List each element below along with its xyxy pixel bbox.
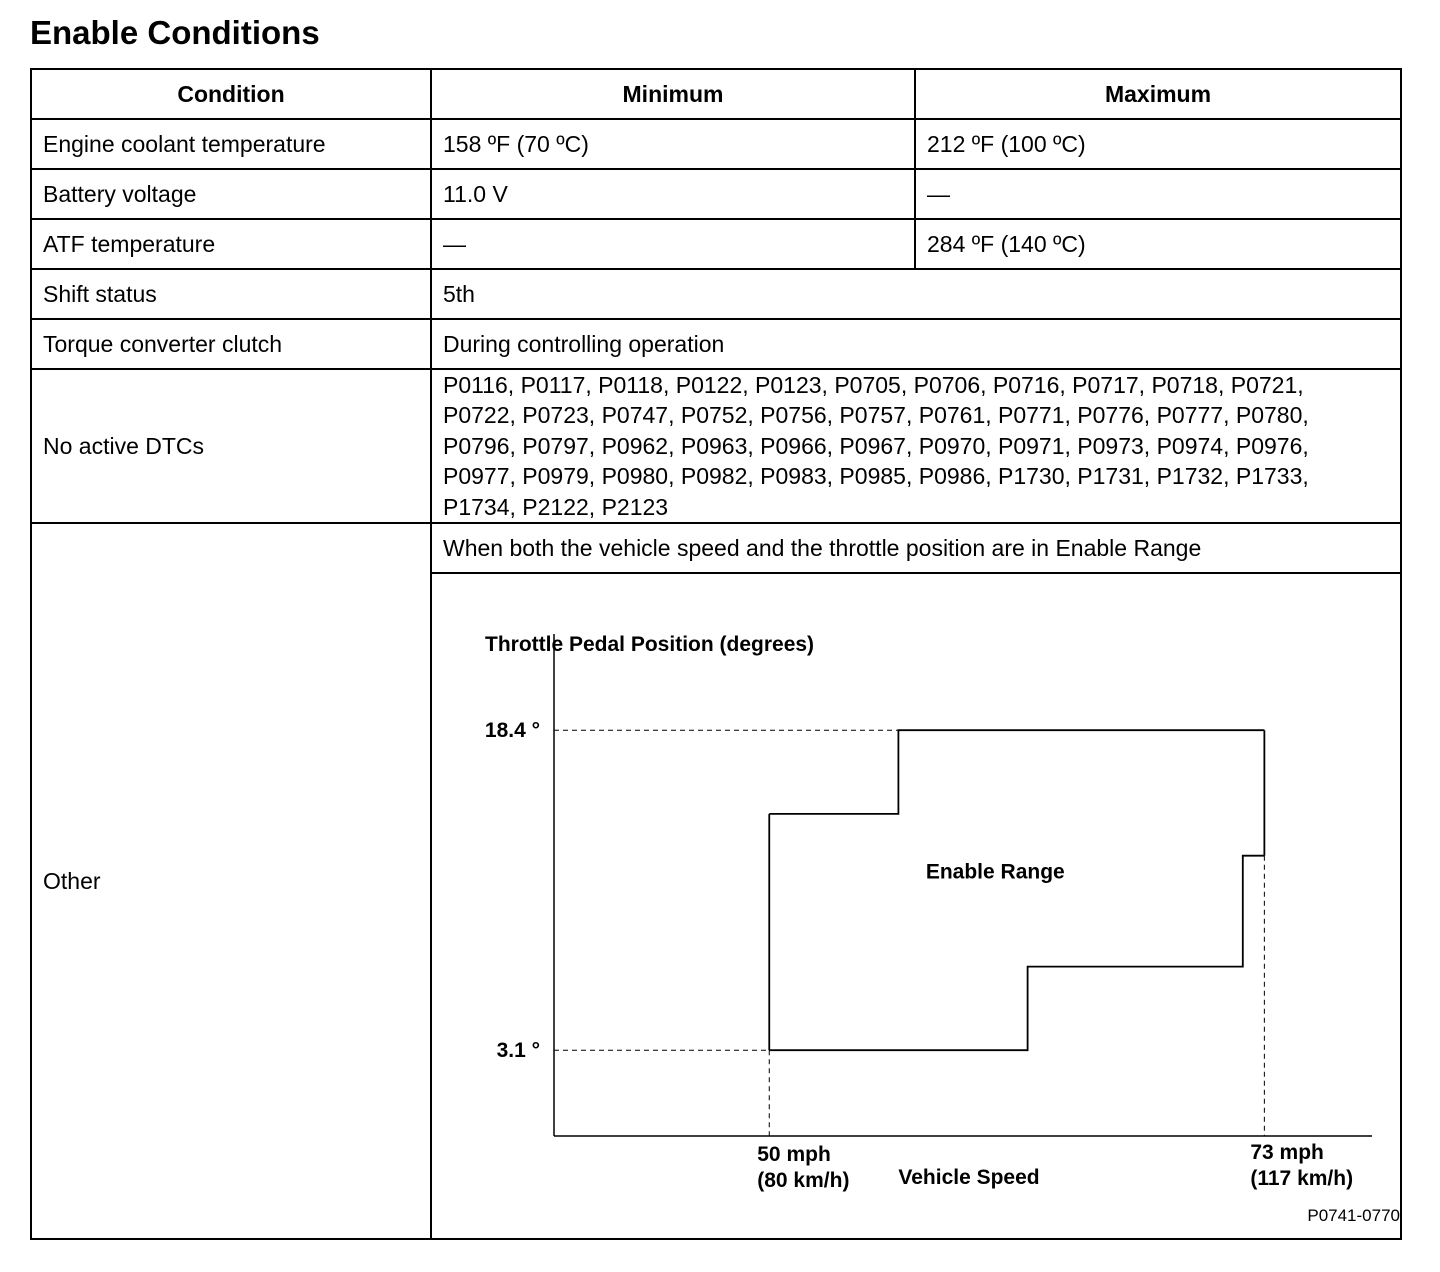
condition-cell: Engine coolant temperature bbox=[31, 119, 431, 169]
maximum-cell: 284 ºF (140 ºC) bbox=[915, 219, 1401, 269]
condition-cell: Battery voltage bbox=[31, 169, 431, 219]
table-row bbox=[31, 523, 1401, 573]
value-cell: During controlling operation bbox=[431, 319, 1401, 369]
minimum-cell: 11.0 V bbox=[431, 169, 915, 219]
value-cell: When both the vehicle speed and the throttle position are in Enable Range bbox=[431, 523, 1401, 573]
x-tick-label-73mph: 73 mph bbox=[1250, 1141, 1324, 1165]
table-row bbox=[31, 169, 1401, 219]
enable-range-upper-boundary bbox=[769, 730, 1264, 814]
dtc-line: P0796, P0797, P0962, P0963, P0966, P0967, P0970, P0971, P0973, P0974, P0976, bbox=[443, 432, 1309, 459]
table-row bbox=[31, 219, 1401, 269]
y-tick-label-low: 3.1 ° bbox=[496, 1039, 540, 1063]
dtc-list-cell bbox=[431, 369, 1401, 523]
table-row bbox=[31, 119, 1401, 169]
maximum-cell: — bbox=[915, 169, 1401, 219]
chart-title: Throttle Pedal Position (degrees) bbox=[485, 633, 815, 657]
condition-cell: Torque converter clutch bbox=[31, 319, 431, 369]
table-row bbox=[31, 369, 1401, 523]
condition-cell: ATF temperature bbox=[31, 219, 431, 269]
enable-conditions-table bbox=[30, 68, 1402, 1240]
minimum-cell: — bbox=[431, 219, 915, 269]
maximum-cell: 212 ºF (100 ºC) bbox=[915, 119, 1401, 169]
condition-cell: Shift status bbox=[31, 269, 431, 319]
condition-cell: Other bbox=[31, 523, 431, 1239]
table-row bbox=[31, 319, 1401, 369]
dtc-line: P1734, P2122, P2123 bbox=[443, 493, 669, 520]
chart-cell bbox=[431, 573, 1401, 1239]
x-tick-sublabel-50mph: (80 km/h) bbox=[757, 1169, 850, 1193]
table-header-row bbox=[31, 69, 1401, 119]
x-tick-label-50mph: 50 mph bbox=[757, 1143, 831, 1167]
page-title: Enable Conditions bbox=[30, 14, 320, 51]
x-axis-label: Vehicle Speed bbox=[898, 1166, 1040, 1190]
header-maximum: Maximum bbox=[915, 69, 1401, 119]
x-tick-sublabel-73mph: (117 km/h) bbox=[1250, 1167, 1354, 1191]
header-condition: Condition bbox=[31, 69, 431, 119]
enable-range-chart bbox=[443, 574, 1409, 1238]
value-cell: 5th bbox=[431, 269, 1401, 319]
table-row bbox=[31, 269, 1401, 319]
header-minimum: Minimum bbox=[431, 69, 915, 119]
y-tick-label-high: 18.4 ° bbox=[484, 719, 540, 743]
dtc-line: P0722, P0723, P0747, P0752, P0756, P0757, P0761, P0771, P0776, P0777, P0780, bbox=[443, 402, 1309, 429]
minimum-cell: 158 ºF (70 ºC) bbox=[431, 119, 915, 169]
dtc-line: P0116, P0117, P0118, P0122, P0123, P0705, P0706, P0716, P0717, P0718, P0721, bbox=[443, 372, 1304, 398]
figure-id: P0741-0770 bbox=[1307, 1206, 1400, 1226]
enable-range-label: Enable Range bbox=[925, 860, 1065, 884]
enable-range-lower-boundary bbox=[769, 856, 1264, 1050]
condition-cell: No active DTCs bbox=[31, 369, 431, 523]
dtc-line: P0977, P0979, P0980, P0982, P0983, P0985, P0986, P1730, P1731, P1732, P1733, bbox=[443, 463, 1309, 490]
